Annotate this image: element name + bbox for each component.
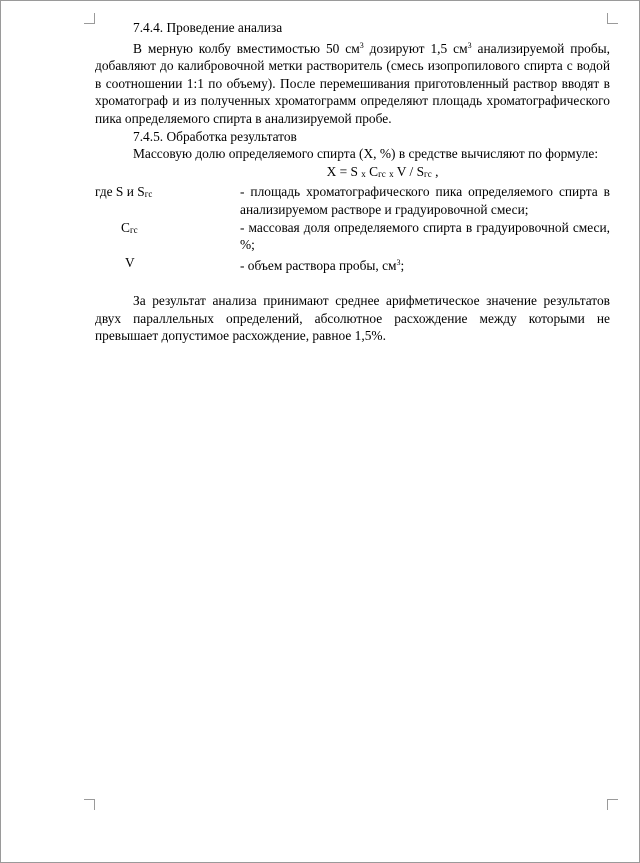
formula: X = S x Cгс x V / Sгс , xyxy=(326,163,439,179)
definition-row xyxy=(95,219,610,254)
definitions-table xyxy=(95,183,610,274)
crop-mark-top-left xyxy=(84,13,95,24)
section-heading-results: 7.4.5. Обработка результатов xyxy=(133,128,297,144)
crop-mark-bottom-right xyxy=(607,799,618,810)
definition-row xyxy=(95,183,610,218)
section-heading-analysis: 7.4.4. Проведение анализа xyxy=(133,20,283,35)
crop-mark-bottom-left xyxy=(84,799,95,810)
definition-term: Cгс xyxy=(121,219,138,235)
conclusion-paragraph: За результат анализа принимают среднее арифметическое значение результатов двух параллельных определений, абсолютное расхождение между которыми не превышает допустимое расхождение, равное 1,5%. xyxy=(95,292,610,344)
definition-term: V xyxy=(125,254,135,270)
blank-line xyxy=(95,274,610,292)
definition-row xyxy=(95,254,610,275)
analysis-paragraph: В мерную колбу вместимостью 50 $см^3$ дозируют 1,5 $см^3$ анализируемой пробы, добавляют до калибровочной метки растворитель (смесь изопропилового спирта с водой в соотношении 1:1 по объему). После перемешивания приготовленный раствор вводят в хроматограф и из полученных хроматограмм определяют площадь хроматографического пика определяемого спирта в анализируемой пробе. xyxy=(95,40,610,126)
definition-description: - массовая доля определяемого спирта в градуировочной смеси, %; xyxy=(240,219,610,253)
document-body[interactable] xyxy=(95,19,610,345)
definition-description: - объем раствора пробы, $см^3$; xyxy=(240,257,405,273)
definition-term: где S и Sгс xyxy=(95,184,153,200)
formula-intro: Массовую долю определяемого спирта (X, %) в средстве вычисляют по формуле: xyxy=(133,146,599,162)
definition-description: - площадь хроматографического пика определяемого спирта в анализируемом растворе и градуировочной смеси; xyxy=(240,184,610,217)
